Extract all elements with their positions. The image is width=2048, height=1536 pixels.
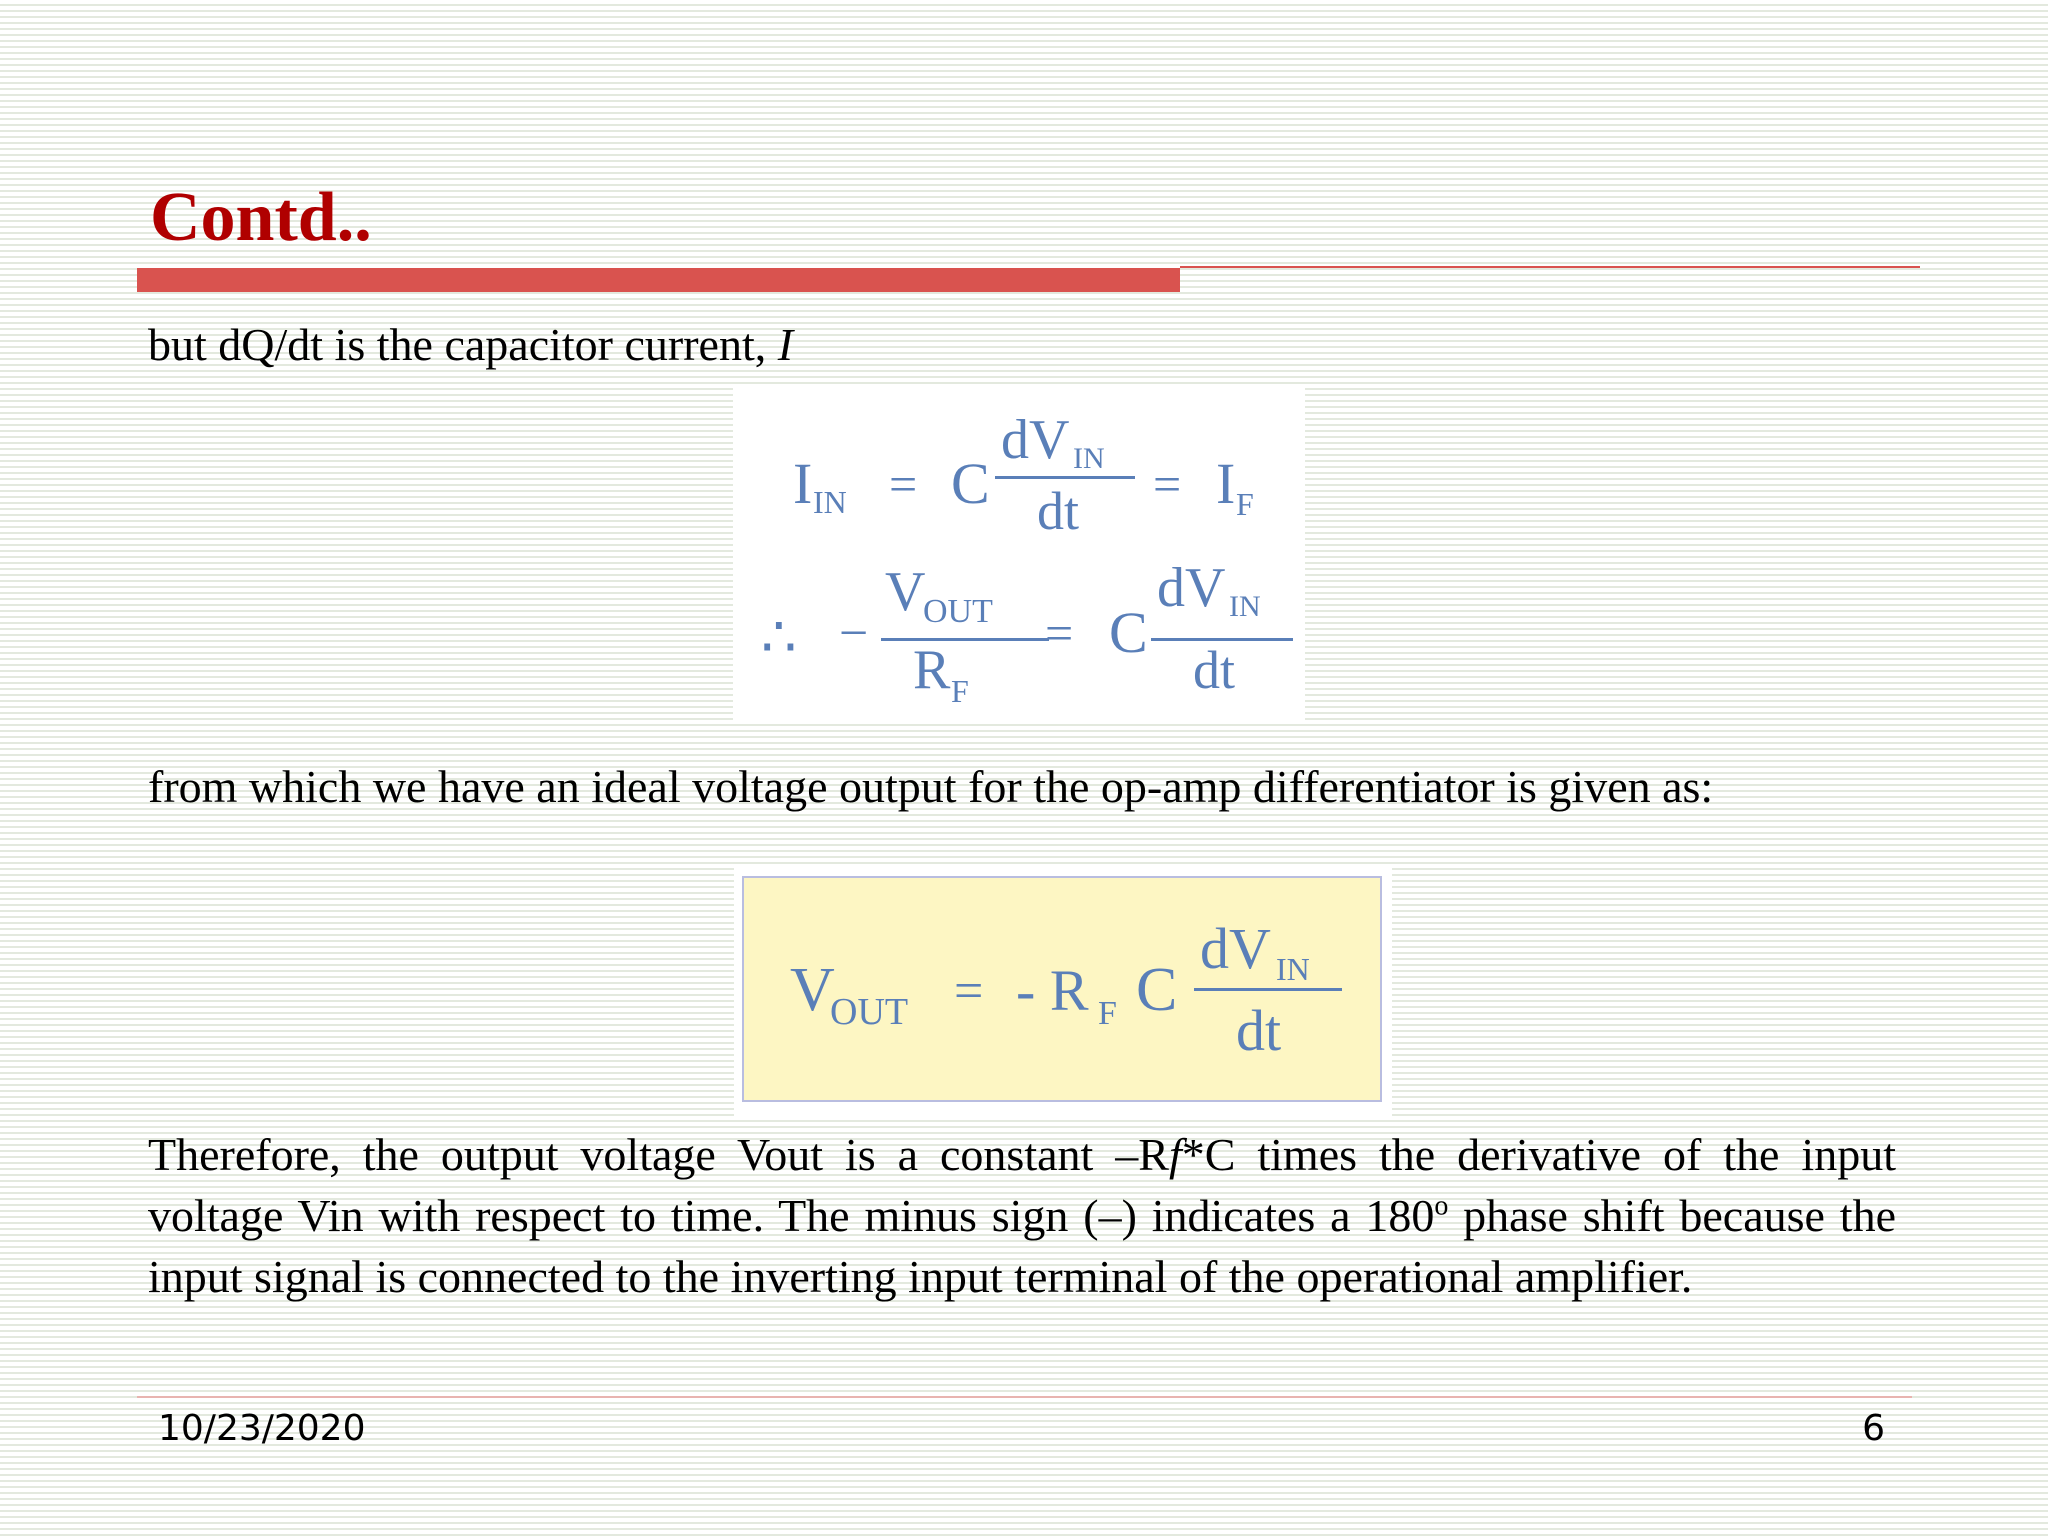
eq1-lhs: I: [793, 451, 813, 516]
explanation-part-3: phase shift because the input signal is connected to the inverting input terminal of the operational amplifier.: [148, 1190, 1896, 1302]
eq1-fraction-bar: [995, 476, 1135, 479]
eq1-equals-1: =: [889, 456, 918, 512]
eq1-numerator: dV: [1001, 409, 1070, 471]
final-fraction-bar: [1194, 988, 1342, 991]
slide-title: Contd..: [150, 179, 372, 256]
explanation-italic-f: f: [1168, 1129, 1182, 1180]
title-underline-thin: [1180, 266, 1920, 268]
eq1-rhs: I: [1216, 451, 1236, 516]
eq2-denominator: R: [913, 639, 951, 701]
final-rhs-prefix: - R: [1016, 958, 1089, 1023]
explanation-part-2: *C times the derivative of the input voltage Vin with respect to time. The minus sign (–) indicates a 180: [148, 1129, 1896, 1241]
title-underline-thick: [137, 268, 1180, 292]
final-equation-box: [742, 876, 1382, 1102]
explanation-part-1: Therefore, the output voltage Vout is a constant –R: [148, 1129, 1169, 1180]
conclusion-line: from which we have an ideal voltage output for the op-amp differentiator is given as:: [148, 761, 1714, 812]
intro-line-italic: I: [777, 319, 794, 370]
equation-block: [733, 388, 1305, 722]
final-equals: =: [954, 963, 984, 1020]
footer-date: 10/23/2020: [158, 1408, 366, 1449]
eq2-fraction-bar-left: [881, 638, 1049, 641]
intro-line: [148, 314, 793, 376]
explanation-paragraph: [148, 1124, 1896, 1307]
final-denominator: dt: [1236, 998, 1282, 1063]
final-lhs: V: [790, 956, 835, 1024]
eq1-equals-2: =: [1153, 456, 1182, 512]
eq1-rhs-sub: F: [1236, 486, 1254, 522]
eq1-lhs-sub: IN: [813, 484, 847, 520]
eq1-numerator-sub: IN: [1073, 442, 1105, 475]
intro-line-text: but dQ/dt is the capacitor current,: [148, 319, 778, 370]
eq2-numerator-sub: OUT: [923, 593, 993, 630]
final-numerator: dV: [1200, 916, 1271, 981]
eq2-minus: −: [839, 605, 869, 662]
equation-1: [793, 409, 1254, 541]
final-coef: C: [1136, 956, 1178, 1024]
eq1-denominator: dt: [1037, 481, 1080, 541]
eq2-rhs-denominator: dt: [1193, 640, 1236, 700]
eq1-coef: C: [951, 451, 990, 516]
footer-divider: [137, 1396, 1912, 1398]
eq2-therefore: ∴: [761, 607, 797, 669]
eq2-denominator-sub: F: [951, 673, 969, 709]
degree-superscript: o: [1434, 1190, 1449, 1222]
eq2-equals: =: [1045, 605, 1074, 661]
footer-page-number: 6: [1862, 1408, 1885, 1449]
final-equation-svg: [744, 878, 1380, 1100]
equation-2: [761, 557, 1293, 709]
eq2-rhs-numerator-sub: IN: [1229, 590, 1261, 623]
eq2-rhs-numerator: dV: [1157, 557, 1226, 619]
final-lhs-sub: OUT: [830, 991, 909, 1033]
final-rhs-sub: F: [1098, 995, 1117, 1032]
final-numerator-sub: IN: [1276, 951, 1310, 987]
equation-svg: [733, 388, 1305, 722]
eq2-coef: C: [1109, 600, 1148, 665]
eq2-numerator: V: [885, 561, 926, 623]
